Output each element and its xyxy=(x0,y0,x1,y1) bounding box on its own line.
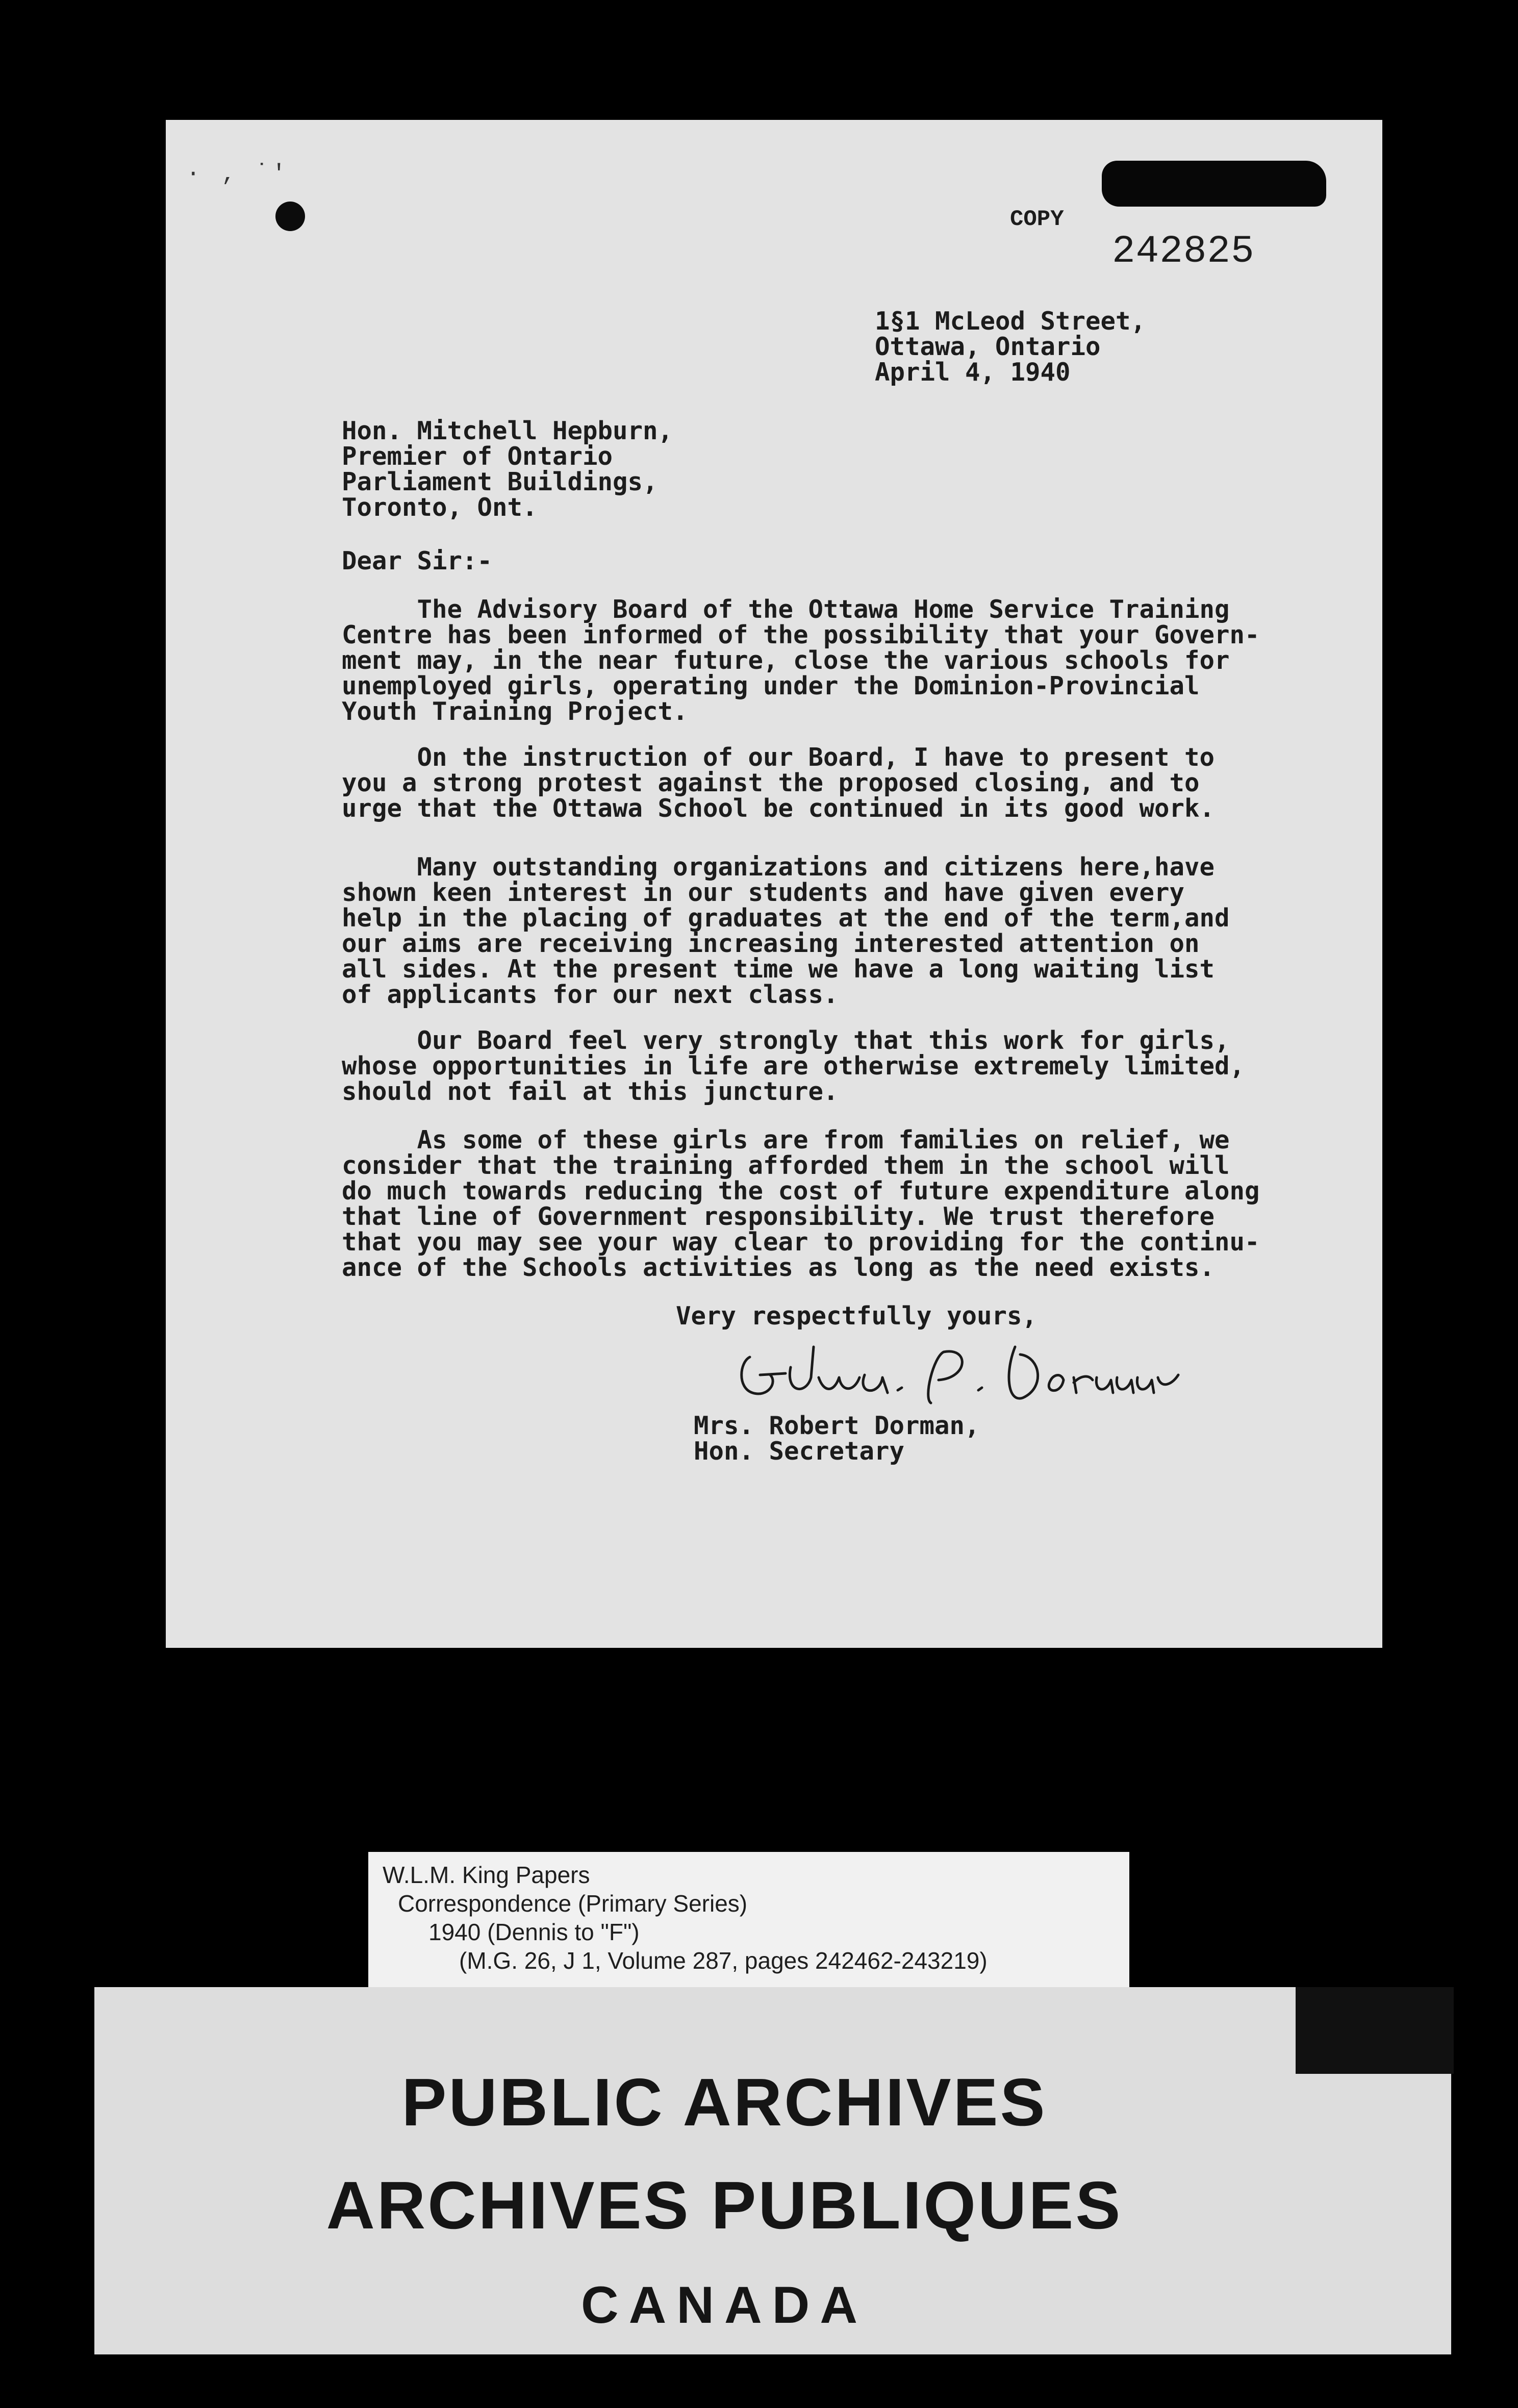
archives-country: CANADA xyxy=(581,2276,868,2334)
redaction-block xyxy=(1102,161,1326,207)
catalog-line: W.L.M. King Papers xyxy=(383,1862,590,1888)
body-paragraph: The Advisory Board of the Ottawa Home Service Training Centre has been informed of the possibility that your Govern- ment may, in the near future, close the various schools for unemployed girls, operating under the Dominion-Provincial Youth Training Project. xyxy=(342,595,1260,726)
paper-specks: · ‚ ˙' xyxy=(186,161,289,187)
letter-page xyxy=(166,120,1382,1648)
body-paragraph: As some of these girls are from families on relief, we consider that the training afforded them in the school will do much towards reducing the cost of future expenditure along that line of Government responsibility. We trust therefore that you may see your way clear to providing for the continu- ance of the Schools activities as long as the need exists. xyxy=(342,1125,1260,1282)
catalog-line: (M.G. 26, J 1, Volume 287, pages 242462-243219) xyxy=(459,1947,988,1974)
signer-block: Mrs. Robert Dorman, Hon. Secretary xyxy=(694,1411,980,1466)
handwritten-signature xyxy=(729,1326,1188,1413)
catalog-card xyxy=(368,1852,1129,1990)
salutation: Dear Sir:- xyxy=(342,546,493,575)
tape-mark xyxy=(1296,1987,1454,2074)
archives-title-english: PUBLIC ARCHIVES xyxy=(401,2065,1047,2140)
return-address: 1§1 McLeod Street, Ottawa, Ontario April 4, 1940 xyxy=(875,307,1146,387)
catalog-line: 1940 (Dennis to "F") xyxy=(428,1919,640,1945)
punch-hole-mark xyxy=(275,202,305,231)
body-paragraph: On the instruction of our Board, I have to present to you a strong protest against the proposed closing, and to urge that the Ottawa School be continued in its good work. xyxy=(342,743,1215,823)
catalog-line: Correspondence (Primary Series) xyxy=(398,1890,748,1917)
copy-label: COPY xyxy=(1010,207,1064,232)
complimentary-closing: Very respectfully yours, xyxy=(676,1301,1038,1331)
body-paragraph: Many outstanding organizations and citizens here,have shown keen interest in our students and have given every help in the placing of graduates at the end of the term,and our aims are receiving increasing interested attention on all sides. At the present time we have a long waiting list of applicants for our next class. xyxy=(342,852,1230,1009)
document-number: 242825 xyxy=(1112,230,1255,273)
inside-address: Hon. Mitchell Hepburn, Premier of Ontario Parliament Buildings, Toronto, Ont. xyxy=(342,416,673,522)
body-paragraph: Our Board feel very strongly that this work for girls, whose opportunities in life are otherwise extremely limited, should not fail at this juncture. xyxy=(342,1026,1245,1106)
archives-banner xyxy=(94,1987,1451,2354)
archives-title-french: ARCHIVES PUBLIQUES xyxy=(326,2168,1123,2243)
